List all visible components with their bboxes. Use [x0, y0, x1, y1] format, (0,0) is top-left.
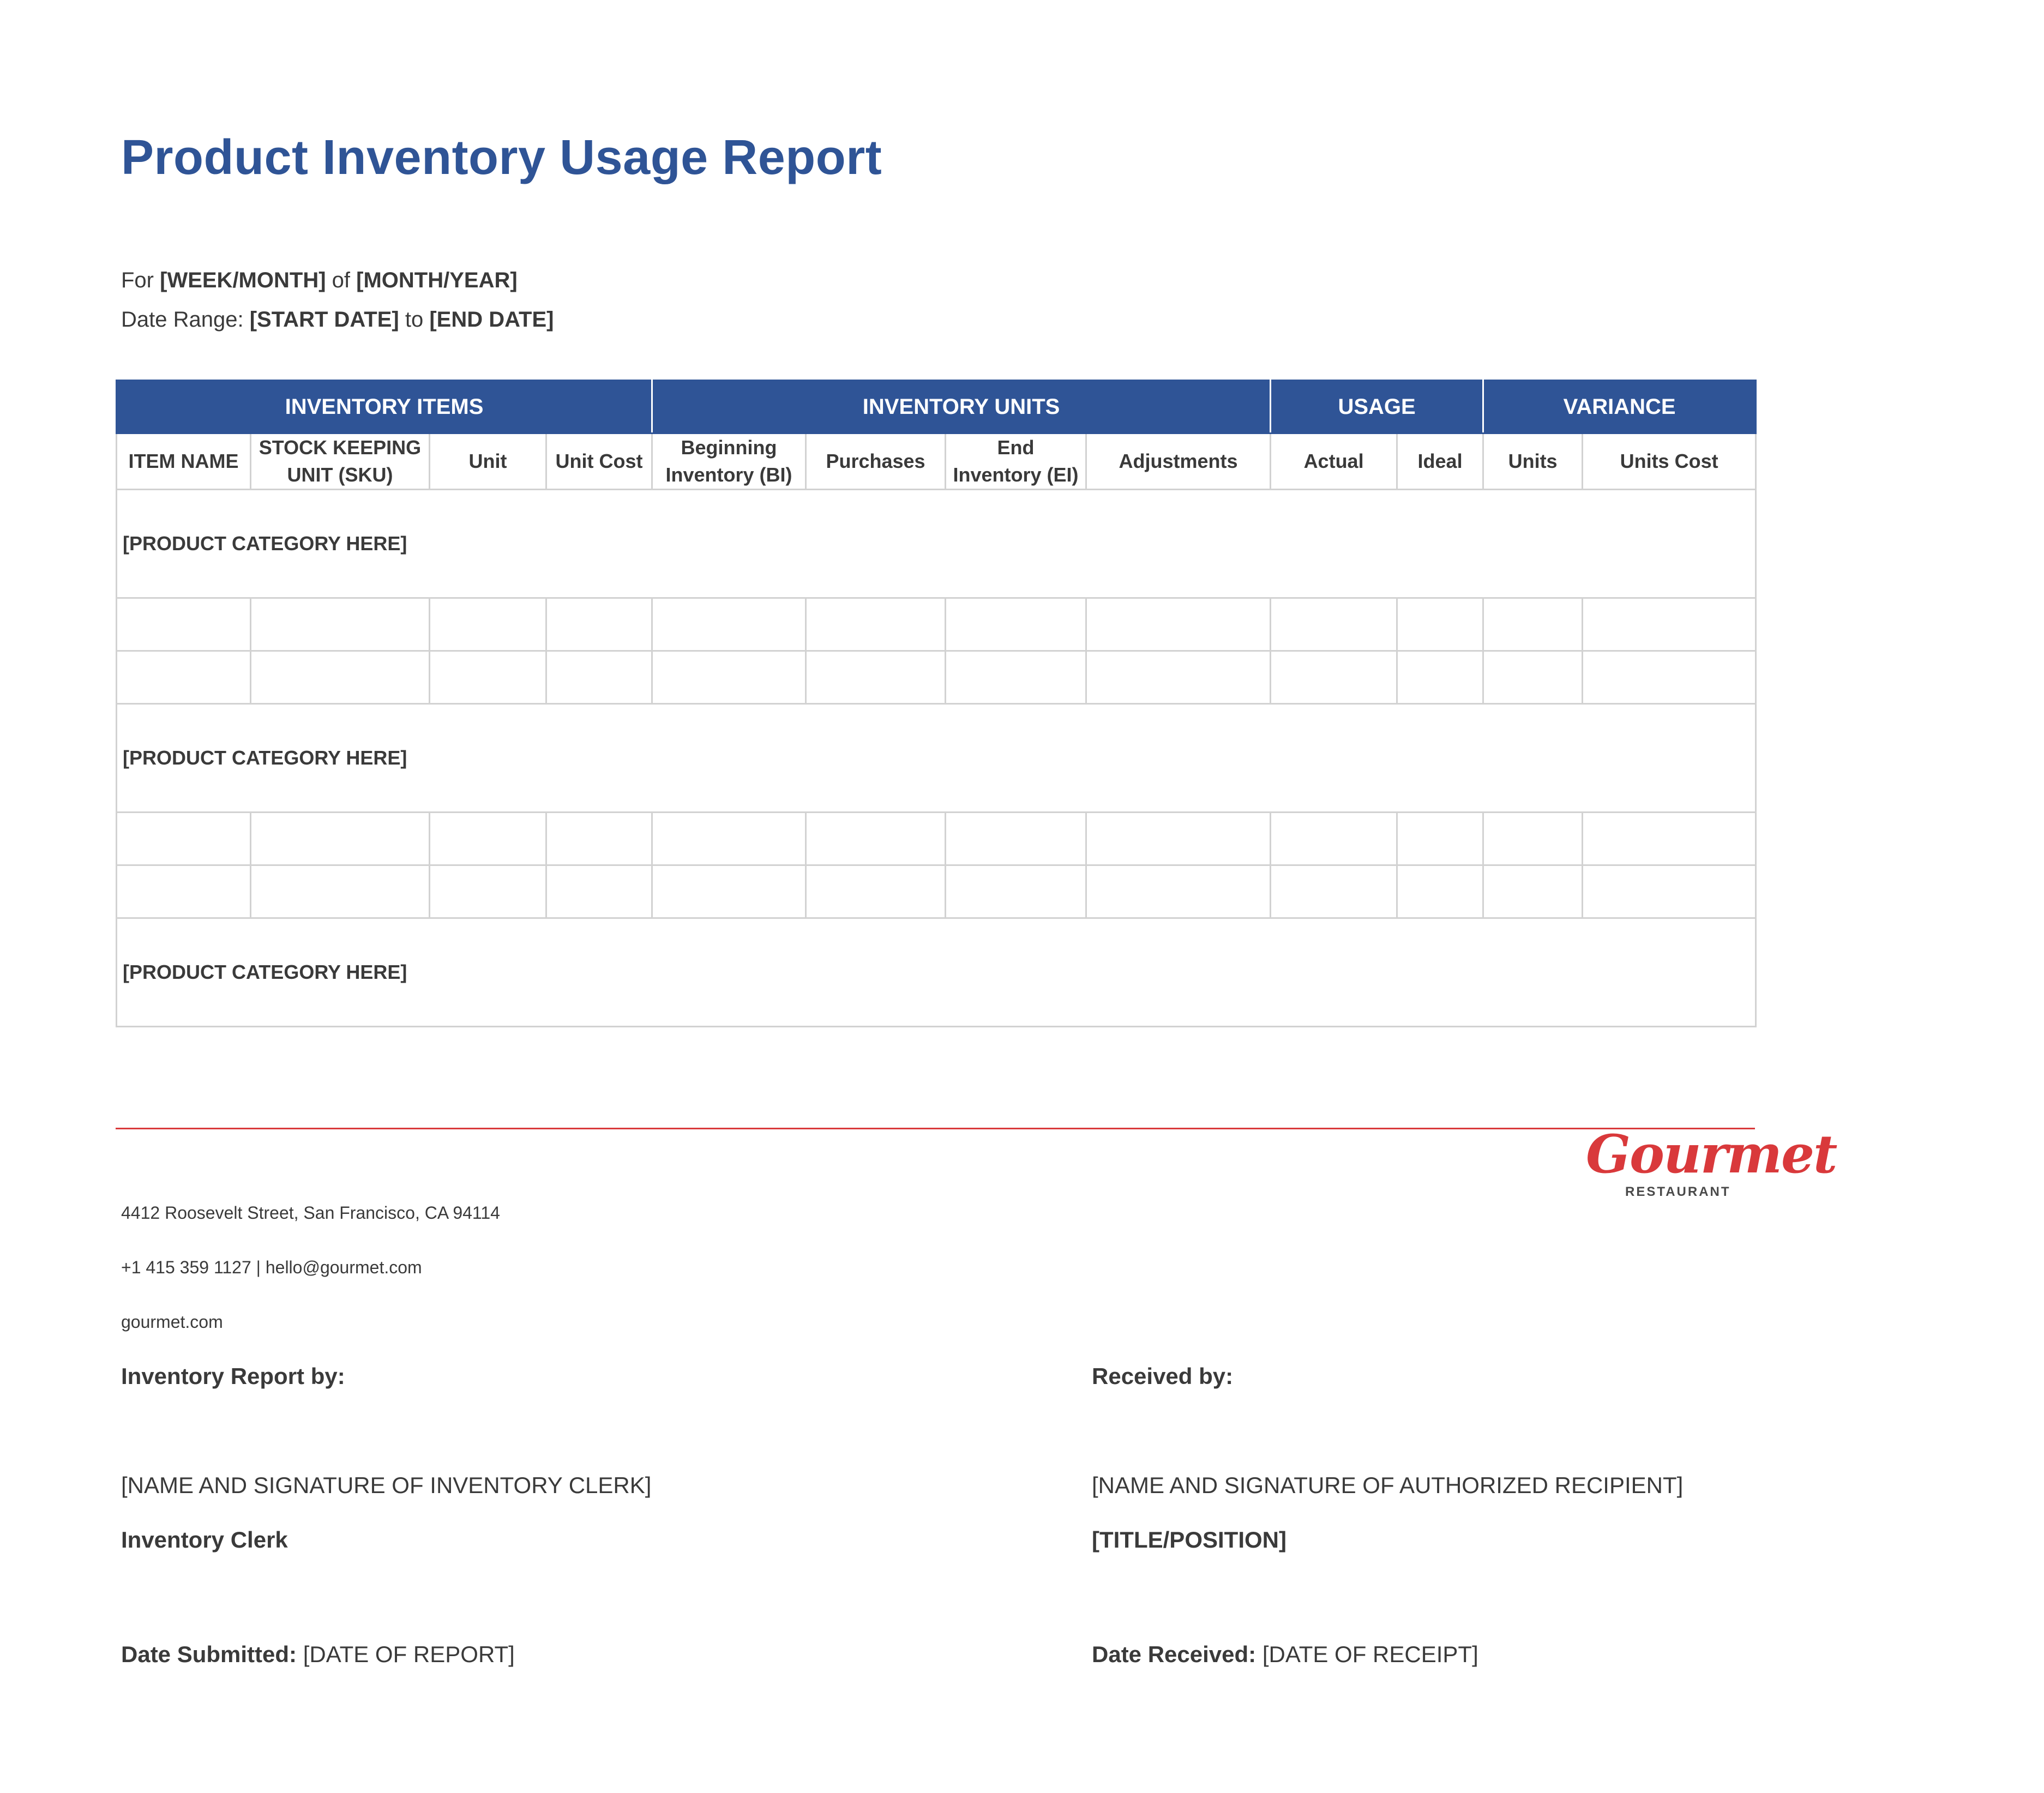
table-cell[interactable]: [430, 598, 546, 651]
column-header: [546, 434, 652, 490]
column-header: [430, 434, 546, 490]
table-row: [117, 651, 1756, 704]
report-by-label: Inventory Report by:: [121, 1363, 345, 1389]
page-title: Product Inventory Usage Report: [121, 130, 882, 185]
to-label: to: [405, 308, 424, 332]
table-cell[interactable]: [806, 651, 946, 704]
date-received-label: Date Received:: [1092, 1641, 1257, 1667]
column-header-line: Units: [1508, 450, 1558, 472]
table-cell[interactable]: [806, 865, 946, 918]
address-text: 4412 Roosevelt Street, San Francisco, CA 94114: [121, 1203, 500, 1223]
column-header: [251, 434, 430, 490]
group-header-row: [117, 381, 1756, 434]
logo-subtitle: RESTAURANT: [1625, 1184, 1731, 1199]
category-row: [117, 490, 1756, 598]
table-row: [117, 598, 1756, 651]
table-cell[interactable]: [1483, 813, 1583, 865]
table-cell[interactable]: [117, 598, 251, 651]
column-header-line: ITEM NAME: [128, 450, 239, 472]
table-cell[interactable]: [806, 813, 946, 865]
table-cell[interactable]: [1271, 651, 1397, 704]
received-by-label: Received by:: [1092, 1363, 1234, 1389]
table-cell[interactable]: [652, 651, 806, 704]
category-label[interactable]: [PRODUCT CATEGORY HERE]: [117, 490, 1756, 598]
table-cell[interactable]: [1086, 865, 1271, 918]
table-cell[interactable]: [117, 813, 251, 865]
column-header-line: Adjustments: [1119, 450, 1238, 472]
column-header: [117, 434, 251, 490]
date-received-field[interactable]: [DATE OF RECEIPT]: [1262, 1641, 1478, 1667]
column-header-line: Units Cost: [1620, 450, 1718, 472]
table-cell[interactable]: [806, 598, 946, 651]
recipient-title-field[interactable]: [TITLE/POSITION]: [1092, 1527, 1286, 1553]
table-cell[interactable]: [1483, 598, 1583, 651]
table-cell[interactable]: [251, 865, 430, 918]
table-cell[interactable]: [1086, 813, 1271, 865]
for-label: For: [121, 268, 154, 292]
table-cell[interactable]: [251, 813, 430, 865]
group-variance: VARIANCE: [1483, 381, 1756, 434]
category-row: [117, 918, 1756, 1027]
table-cell[interactable]: [546, 598, 652, 651]
date-submitted-label: Date Submitted:: [121, 1641, 297, 1667]
end-date-value: [END DATE]: [429, 308, 554, 332]
column-header-line: Purchases: [826, 450, 925, 472]
table-cell[interactable]: [251, 598, 430, 651]
column-header: [652, 434, 806, 490]
table-cell[interactable]: [546, 651, 652, 704]
table-cell[interactable]: [117, 865, 251, 918]
column-header: [1583, 434, 1756, 490]
group-inventory-units: INVENTORY UNITS: [652, 381, 1271, 434]
column-header-line: Inventory (EI): [953, 464, 1079, 486]
table-cell[interactable]: [1271, 813, 1397, 865]
table-cell[interactable]: [1583, 865, 1756, 918]
of-label: of: [332, 268, 351, 292]
table-cell[interactable]: [1583, 651, 1756, 704]
period-value: [WEEK/MONTH]: [160, 268, 326, 292]
column-header: [1086, 434, 1271, 490]
group-usage: USAGE: [1271, 381, 1483, 434]
date-range-line: [121, 308, 554, 332]
table-cell[interactable]: [1397, 651, 1483, 704]
table-cell[interactable]: [251, 651, 430, 704]
start-date-value: [START DATE]: [249, 308, 399, 332]
column-header-line: End: [997, 436, 1035, 459]
phone-email-text: +1 415 359 1127 | hello@gourmet.com: [121, 1257, 422, 1277]
table-cell[interactable]: [946, 651, 1086, 704]
table-cell[interactable]: [946, 813, 1086, 865]
table-cell[interactable]: [1397, 813, 1483, 865]
table-cell[interactable]: [1483, 865, 1583, 918]
column-header-line: Actual: [1303, 450, 1364, 472]
column-header: [806, 434, 946, 490]
table-cell[interactable]: [1086, 651, 1271, 704]
column-header: [1483, 434, 1583, 490]
recipient-signature-field[interactable]: [NAME AND SIGNATURE OF AUTHORIZED RECIPIENT]: [1092, 1472, 1684, 1498]
table-cell[interactable]: [546, 813, 652, 865]
column-header: [1271, 434, 1397, 490]
footer-divider: [116, 1128, 1755, 1129]
website-text: gourmet.com: [121, 1312, 223, 1332]
date-received-line: [1092, 1641, 1478, 1668]
clerk-signature-field[interactable]: [NAME AND SIGNATURE OF INVENTORY CLERK]: [121, 1472, 652, 1498]
column-header-line: UNIT (SKU): [287, 464, 393, 486]
table-cell[interactable]: [430, 651, 546, 704]
table-cell[interactable]: [1483, 651, 1583, 704]
column-header-row: [117, 434, 1756, 490]
column-header: [946, 434, 1086, 490]
table-cell[interactable]: [546, 865, 652, 918]
clerk-title: Inventory Clerk: [121, 1527, 288, 1553]
table-cell[interactable]: [1397, 865, 1483, 918]
table-cell[interactable]: [652, 813, 806, 865]
category-row: [117, 704, 1756, 813]
table-cell[interactable]: [430, 813, 546, 865]
table-cell[interactable]: [652, 865, 806, 918]
column-header-line: STOCK KEEPING: [258, 436, 422, 459]
month-year-value: [MONTH/YEAR]: [356, 268, 518, 292]
table-cell[interactable]: [946, 598, 1086, 651]
column-header-line: Unit Cost: [555, 450, 643, 472]
date-submitted-field[interactable]: [DATE OF REPORT]: [303, 1641, 515, 1667]
category-label[interactable]: [PRODUCT CATEGORY HERE]: [117, 918, 1756, 1027]
column-header-line: Ideal: [1417, 450, 1463, 472]
column-header-line: Beginning: [681, 436, 777, 459]
table-cell[interactable]: [1271, 865, 1397, 918]
table-cell[interactable]: [652, 598, 806, 651]
column-header: [1397, 434, 1483, 490]
column-header-line: Unit: [468, 450, 507, 472]
category-label[interactable]: [PRODUCT CATEGORY HERE]: [117, 704, 1756, 813]
logo-wordmark: Gourmet: [1586, 1123, 1837, 1185]
column-header-line: Inventory (BI): [665, 464, 792, 486]
inventory-table: [116, 380, 1757, 1027]
table-cell[interactable]: [1583, 598, 1756, 651]
group-inventory-items: INVENTORY ITEMS: [117, 381, 652, 434]
table-cell[interactable]: [1397, 598, 1483, 651]
period-line: [121, 268, 518, 293]
date-submitted-line: [121, 1641, 515, 1668]
table-cell[interactable]: [1271, 598, 1397, 651]
table-cell[interactable]: [117, 651, 251, 704]
table-cell[interactable]: [1086, 598, 1271, 651]
table-cell[interactable]: [430, 865, 546, 918]
table-cell[interactable]: [946, 865, 1086, 918]
date-range-label: Date Range:: [121, 308, 244, 332]
gourmet-logo: [1582, 1123, 1837, 1200]
table-row: [117, 813, 1756, 865]
table-row: [117, 865, 1756, 918]
table-cell[interactable]: [1583, 813, 1756, 865]
